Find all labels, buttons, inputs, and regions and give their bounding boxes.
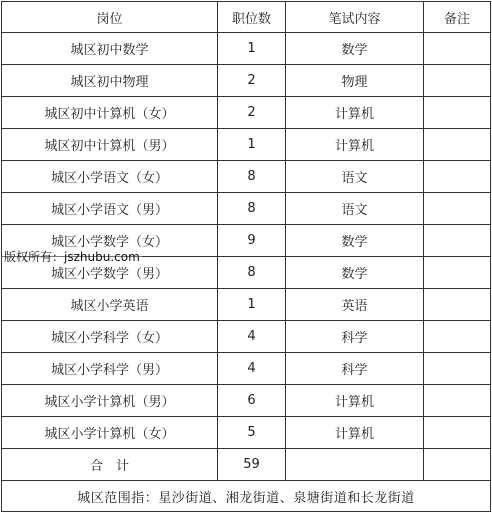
table-row — [2, 129, 491, 161]
count-cell: 5 — [218, 417, 286, 449]
post-cell: 城区初中计算机（男） — [2, 129, 218, 161]
note-cell — [424, 321, 491, 353]
total-note — [424, 449, 491, 481]
count-cell: 8 — [218, 193, 286, 225]
note-cell — [424, 417, 491, 449]
count-cell: 8 — [218, 161, 286, 193]
exam-cell: 语文 — [286, 193, 424, 225]
exam-cell: 计算机 — [286, 385, 424, 417]
total-row — [2, 449, 491, 481]
exam-cell: 计算机 — [286, 129, 424, 161]
exam-cell: 物理 — [286, 65, 424, 97]
note-cell — [424, 161, 491, 193]
exam-cell: 英语 — [286, 289, 424, 321]
note-cell — [424, 33, 491, 65]
exam-cell: 科学 — [286, 321, 424, 353]
header-post: 岗位 — [2, 2, 218, 33]
count-cell: 4 — [218, 353, 286, 385]
count-cell: 2 — [218, 65, 286, 97]
table-row — [2, 417, 491, 449]
table-row — [2, 353, 491, 385]
footer-row — [2, 481, 491, 512]
count-cell: 1 — [218, 33, 286, 65]
count-cell: 1 — [218, 129, 286, 161]
watermark: 版权所有：jszhubu.com — [4, 250, 140, 264]
exam-cell: 数学 — [286, 257, 424, 289]
post-cell: 城区小学数学（女） — [2, 225, 218, 257]
footer-note: 城区范围指：星沙街道、湘龙街道、泉塘街道和长龙街道 — [2, 481, 491, 512]
header-row — [2, 2, 491, 33]
count-cell: 2 — [218, 97, 286, 129]
header-count: 职位数 — [218, 2, 286, 33]
note-cell — [424, 65, 491, 97]
note-cell — [424, 193, 491, 225]
exam-cell: 数学 — [286, 33, 424, 65]
table-row — [2, 65, 491, 97]
post-cell: 城区小学科学（男） — [2, 353, 218, 385]
header-exam: 笔试内容 — [286, 2, 424, 33]
note-cell — [424, 97, 491, 129]
exam-cell: 科学 — [286, 353, 424, 385]
post-cell: 城区小学数学（男） — [2, 257, 218, 289]
table-row — [2, 193, 491, 225]
count-cell: 9 — [218, 225, 286, 257]
post-cell: 城区初中数学 — [2, 33, 218, 65]
count-cell: 1 — [218, 289, 286, 321]
note-cell — [424, 257, 491, 289]
table-row — [2, 161, 491, 193]
post-cell: 城区小学语文（女） — [2, 161, 218, 193]
post-cell: 城区初中物理 — [2, 65, 218, 97]
exam-cell: 计算机 — [286, 417, 424, 449]
post-cell: 城区小学科学（女） — [2, 321, 218, 353]
post-cell: 城区小学英语 — [2, 289, 218, 321]
count-cell: 8 — [218, 257, 286, 289]
total-exam — [286, 449, 424, 481]
note-cell — [424, 385, 491, 417]
exam-cell: 计算机 — [286, 97, 424, 129]
note-cell — [424, 225, 491, 257]
count-cell: 4 — [218, 321, 286, 353]
note-cell — [424, 353, 491, 385]
exam-cell: 语文 — [286, 161, 424, 193]
count-cell: 6 — [218, 385, 286, 417]
table-row — [2, 33, 491, 65]
table-row — [2, 321, 491, 353]
total-label: 合 计 — [2, 449, 218, 481]
note-cell — [424, 129, 491, 161]
table-row — [2, 385, 491, 417]
post-cell: 城区小学计算机（女） — [2, 417, 218, 449]
header-note: 备注 — [424, 2, 491, 33]
table-row — [2, 289, 491, 321]
table-row — [2, 97, 491, 129]
post-cell: 城区初中计算机（女） — [2, 97, 218, 129]
post-cell: 城区小学计算机（男） — [2, 385, 218, 417]
post-cell: 城区小学语文（男） — [2, 193, 218, 225]
total-count: 59 — [218, 449, 286, 481]
note-cell — [424, 289, 491, 321]
exam-cell: 数学 — [286, 225, 424, 257]
